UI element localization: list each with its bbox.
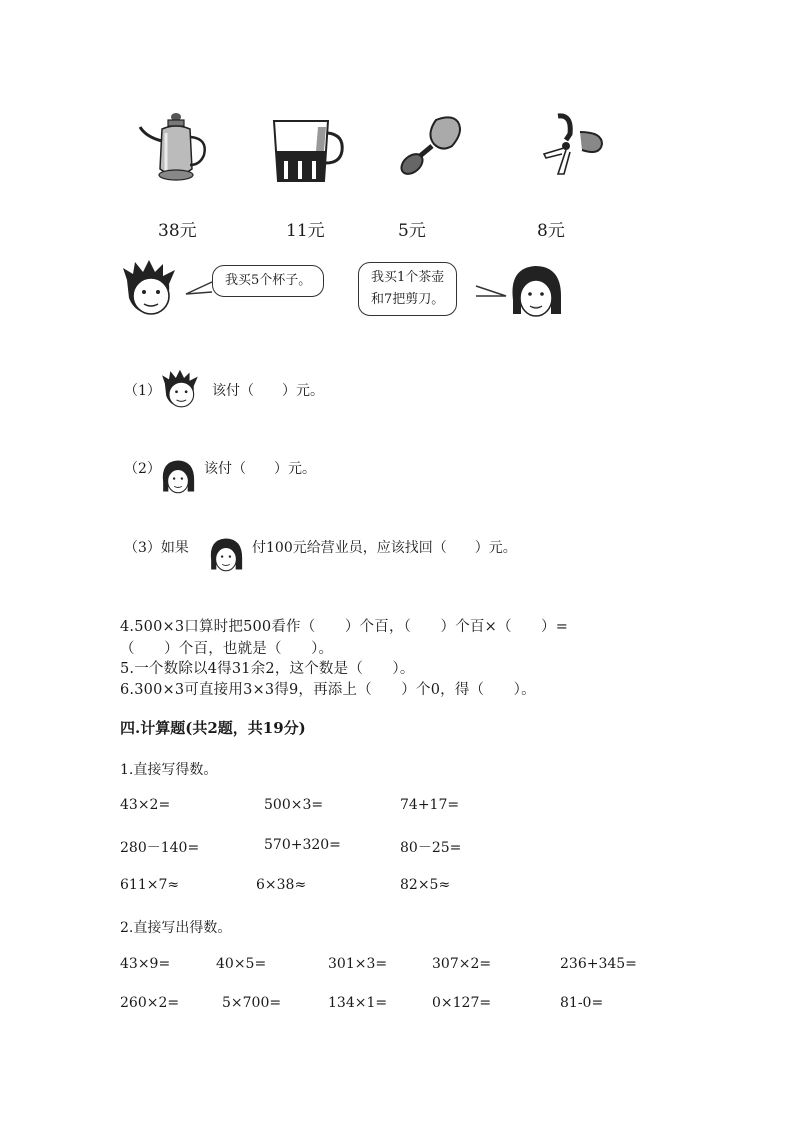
calc1-r2-c1: 280－140= [120,840,200,856]
calc1-r3-c3: 82×5≈ [400,877,451,893]
girl-face-small-icon-2 [206,534,246,574]
question-5: 5.一个数除以4得31余2，这个数是（ ）。 [120,661,415,677]
q3-text: 付100元给营业员，应该找回（ ）元。 [252,540,517,556]
calc1-r2-c2: 570+320= [264,837,341,853]
calc2-r1-c5: 236+345= [560,956,637,972]
girl-speech-line2: 和7把剪刀。 [371,292,445,307]
calc2-r2-c5: 81-0= [560,995,604,1011]
boy-bubble-tail [184,280,214,300]
q3-number: （3）如果 [124,540,189,556]
calc1-r1-c3: 74+17= [400,797,460,813]
boy-face-icon [117,258,187,318]
scissors-icon [536,110,608,178]
price-cup: 11元 [286,221,325,241]
question-6: 6.300×3可直接用3×3得9，再添上（ ）个0，得（ ）。 [120,682,536,698]
calc2-r1-c4: 307×2= [432,956,492,972]
calc2-r2-c2: 5×700= [222,995,282,1011]
girl-speech-bubble [358,262,457,316]
calc2-title: 2.直接写出得数。 [120,920,232,936]
q2-text: 该付（ ）元。 [204,461,316,477]
calc1-title: 1.直接写得数。 [120,762,218,778]
question-4-line1: 4.500×3口算时把500看作（ ）个百，（ ）个百×（ ）= [120,619,569,635]
price-scissors: 8元 [537,221,565,241]
price-shovel: 5元 [398,221,426,241]
section-heading: 四.计算题(共2题，共19分) [120,719,306,737]
girl-bubble-tail [474,284,508,304]
teapot-icon [136,107,212,187]
girl-speech-line1: 我买1个茶壶 [371,270,445,285]
girl-face-icon [505,260,567,320]
calc2-r1-c1: 43×9= [120,956,171,972]
question-4-line2: （ ）个百，也就是（ ）。 [120,641,334,657]
calc2-r2-c3: 134×1= [328,995,388,1011]
calc1-r2-c3: 80－25= [400,840,462,856]
price-teapot: 38元 [158,221,197,241]
calc1-r1-c1: 43×2= [120,797,171,813]
calc2-r2-c4: 0×127= [432,995,492,1011]
boy-speech-text: 我买5个杯子。 [225,273,312,288]
q1-number: （1） [124,383,161,399]
cup-icon [270,117,346,185]
calc1-r3-c1: 611×7≈ [120,877,180,893]
calc2-r1-c3: 301×3= [328,956,388,972]
calc1-r1-c2: 500×3= [264,797,324,813]
calc1-r3-c2: 6×38≈ [256,877,307,893]
calc2-r2-c1: 260×2= [120,995,180,1011]
q1-text: 该付（ ）元。 [212,383,324,399]
shovel-icon [396,112,466,178]
boy-speech-bubble [212,265,324,297]
boy-face-small-icon [158,366,206,412]
girl-face-small-icon [158,456,198,496]
q2-number: （2） [124,461,161,477]
calc2-r1-c2: 40×5= [216,956,267,972]
